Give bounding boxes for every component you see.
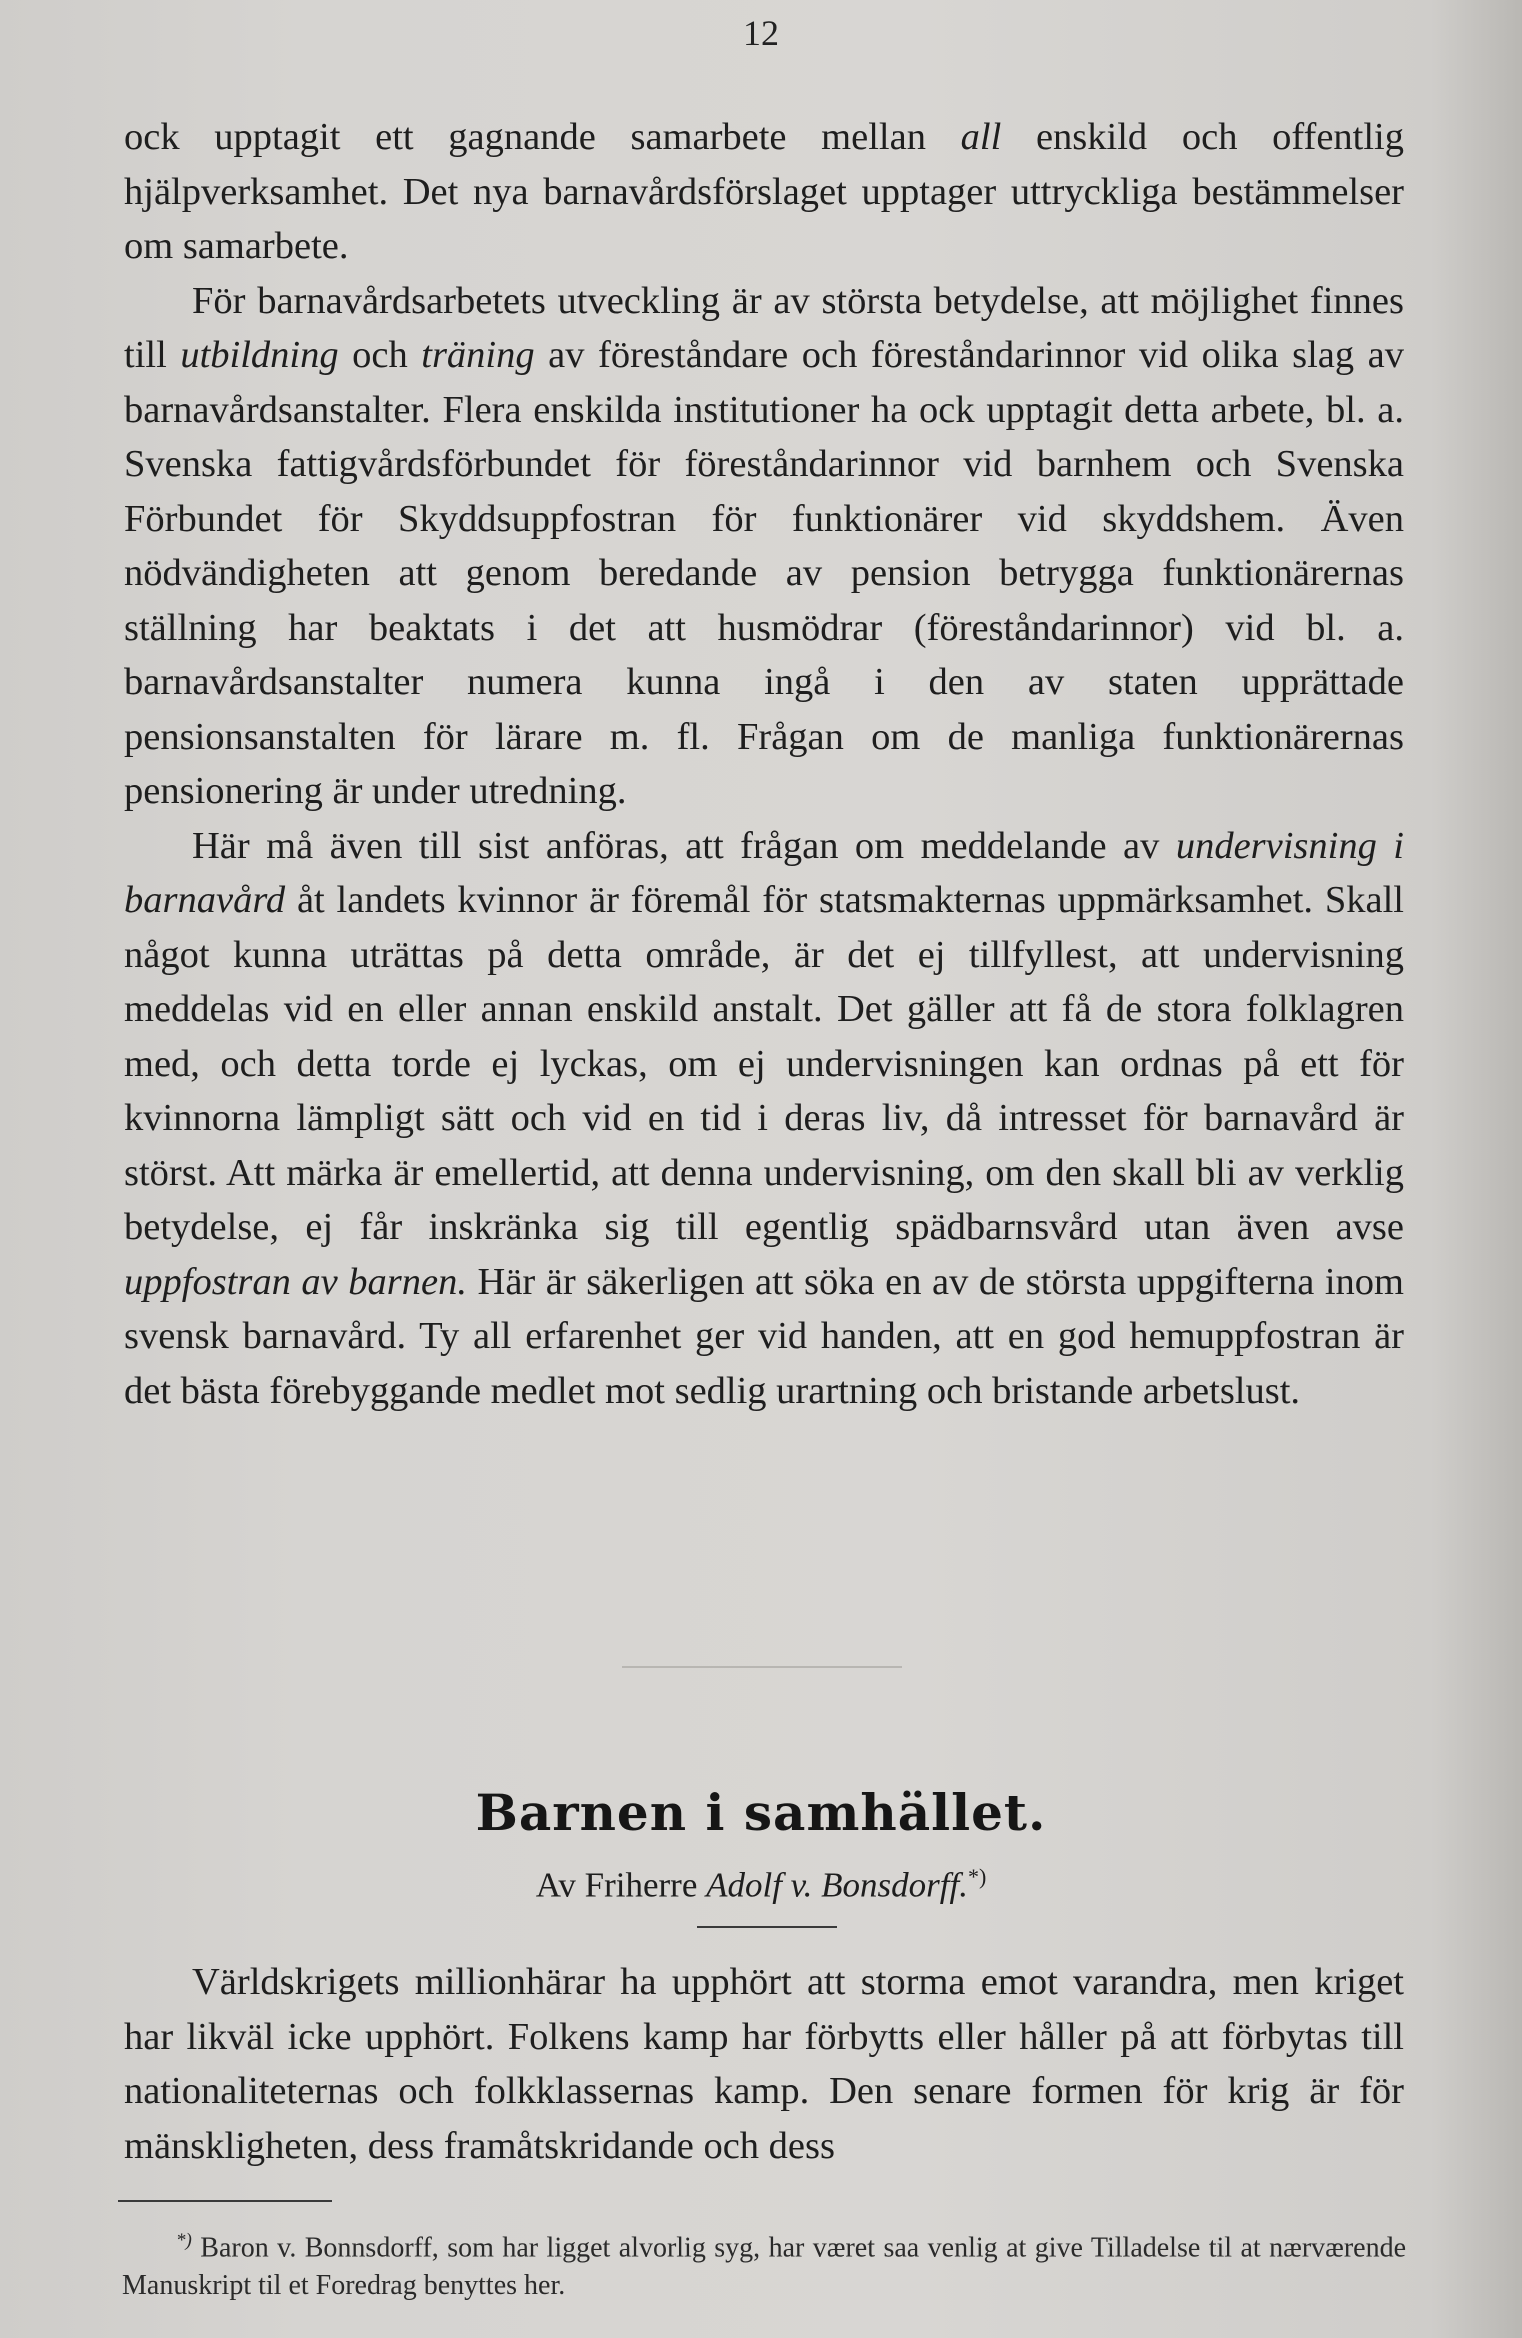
text-run: För barnavårdsarbetets utveckling är av största betydelse, att möjlighet finnes till [124,279,1404,376]
italic-run: undervisning i barnavård [124,824,1404,921]
footnote-text: Baron v. Bonnsdorff, som har ligget alvorlig syg, har været saa venlig at give Tilladelse til at nærværende Manuskript til et Foredrag benyttes her. [122,2232,1406,2302]
text-run: Här må även till sist anföras, att frågan om meddelande av [192,824,1176,867]
page-number: 12 [743,13,779,53]
text-run: enskild och offentlig hjälpverksamhet. Det nya barnavårdsförslaget upptager uttryckliga bestämmelser om samarbete. [124,116,1404,267]
italic-run: all [960,116,1002,158]
section-body [124,110,1404,1418]
italic-run: träning [421,334,535,376]
title-rule [697,1926,837,1928]
paragraph-3 [124,819,1404,1419]
article-body [124,1955,1404,2173]
text-run: av föreståndare och föreståndarinnor vid olika slag av barnavårdsanstalter. Flera enskilda institutioner ha ock upptagit detta arbete, bl. a. Svenska fattigvårdsförbundet för föreståndarinnor vid barnhem och Svenska Förbundet för Skyddsuppfostran för funktionärer vid skyddshem. Även nödvändigheten att genom beredande av pension betrygga funktionärernas ställning har beaktats i det att husmödrar (föreståndarinnor) vid bl. a. barnavårdsanstalter numera kunna ingå i den av staten upprättade pensionsanstalten för lärare m. fl. Frågan om de manliga funktionärernas pensionering är under utredning. [124,334,1404,812]
italic-run: utbildning [180,334,339,376]
text-run: Världskrigets millionhärar ha upphört att storma emot varandra, men kriget har likväl icke upphört. Folkens kamp har förbytts eller håller på att förbytas till nationaliteternas och folkklassernas kamp. Den senare formen för krig är för mänskligheten, dess framåtskridande och dess [124,1961,1404,2167]
article-paragraph-1 [124,1955,1404,2173]
paragraph-1 [124,110,1404,274]
byline-prefix: Av Friherre [535,1865,707,1905]
article-byline [0,1852,1522,1911]
italic-run: uppfostran av barnen. [124,1260,467,1303]
byline-author: Adolf v. Bonsdorff. [706,1865,968,1905]
byline-footnote-mark: *) [967,1864,987,1889]
section-divider [622,1666,902,1668]
footnote [122,2222,1406,2305]
article-title: Barnen i samhället. [475,1783,1047,1842]
text-run: och [338,334,422,376]
footnote-rule [118,2200,332,2202]
footnote-mark: *) [176,2230,192,2251]
text-run: ock upptagit ett gagnande samarbete mellan [124,116,961,158]
text-run: Här är säkerligen att söka en av de största uppgifterna inom svensk barnavård. Ty all erfarenhet ger vid handen, att en god hemuppfostran är det bästa förebyggande medlet mot sedlig urartning och bristande arbetslust. [124,1260,1404,1412]
text-run: åt landets kvinnor är föremål för statsmakternas uppmärksamhet. Skall något kunna uträttas på detta område, är det ej tillfyllest, att undervisning meddelas vid en eller annan enskild anstalt. Det gäller att få de stora folklagren med, och detta torde ej lyckas, om ej undervisningen kan ordnas på ett för kvinnorna lämpligt sätt och vid en tid i deras liv, då intresset för barnavård är störst. Att märka är emellertid, att denna undervisning, om den skall bli av verklig betydelse, ej får inskränka sig till egentlig spädbarnsvård utan även avse [124,879,1404,1248]
paragraph-2 [124,274,1404,819]
